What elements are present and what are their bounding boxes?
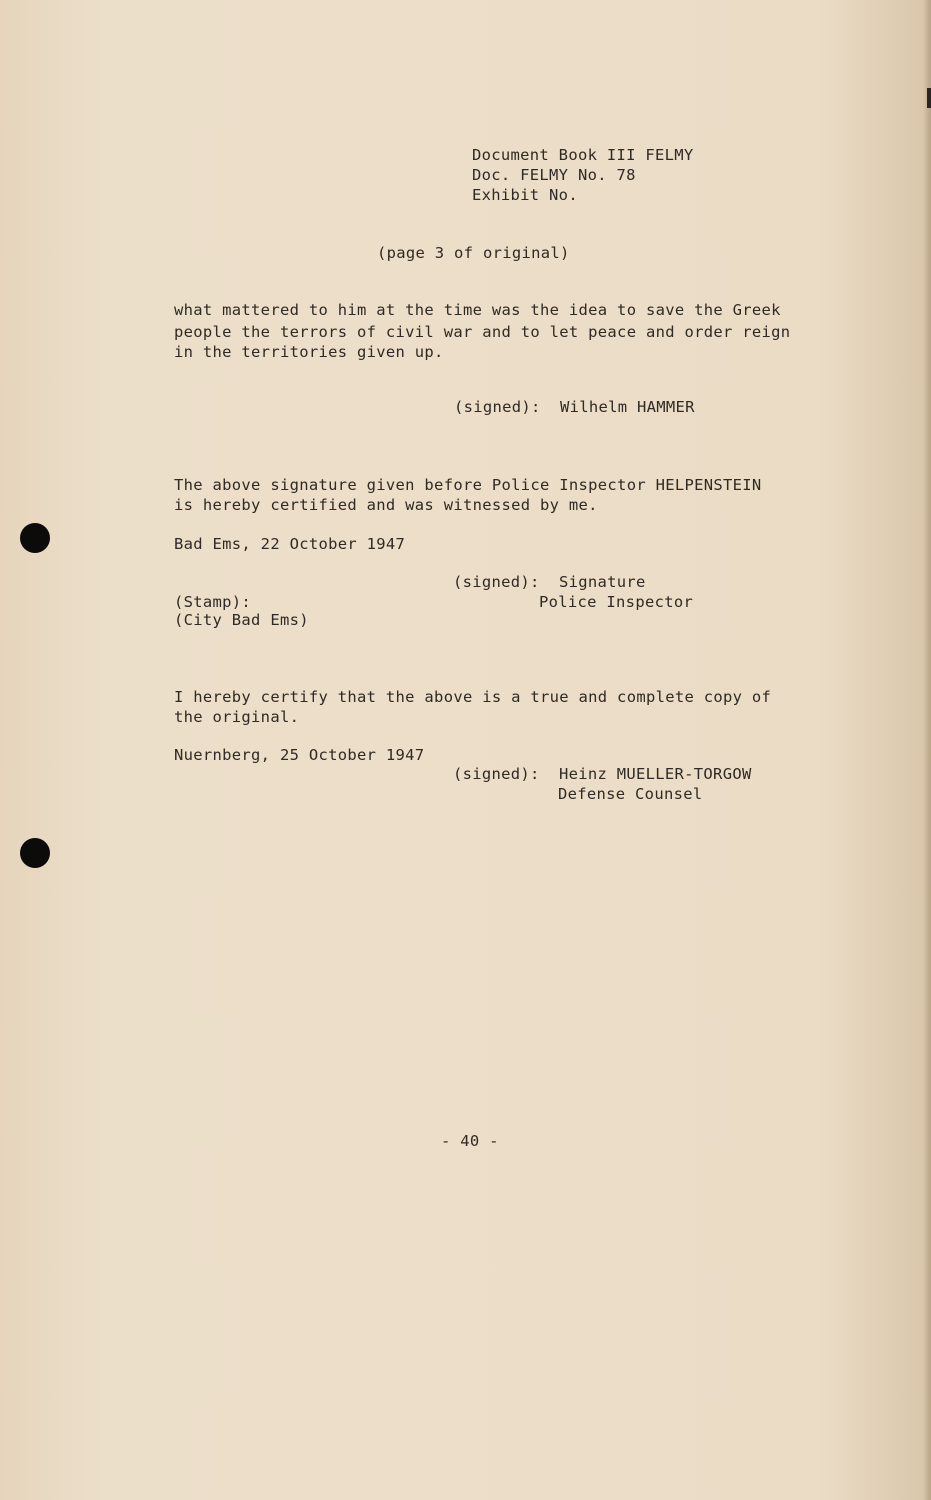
body-line-1: what mattered to him at the time was the idea to save the Greek [174,301,781,319]
punch-hole-bottom [20,838,50,868]
copy-cert-line-1: I hereby certify that the above is a true and complete copy of [174,688,772,706]
place-date-nuernberg: Nuernberg, 25 October 1947 [174,746,425,764]
edge-mark [927,88,931,108]
police-inspector-title: Police Inspector [539,593,694,611]
page-number: - 40 - [441,1132,499,1150]
header-document-book: Document Book III FELMY [472,146,694,164]
copy-cert-line-2: the original. [174,708,300,726]
stamp-city: (City Bad Ems) [174,611,309,629]
defense-counsel-title: Defense Counsel [558,785,703,803]
certification-line-2: is hereby certified and was witnessed by me. [174,496,598,514]
certification-line-1: The above signature given before Police Inspector HELPENSTEIN [174,476,762,494]
header-doc-number: Doc. FELMY No. 78 [472,166,636,184]
page-edge-shadow [923,0,931,1500]
body-line-3: in the territories given up. [174,343,444,361]
signature-hammer: (signed): Wilhelm HAMMER [454,398,695,416]
punch-hole-top [20,523,50,553]
place-date-bad-ems: Bad Ems, 22 October 1947 [174,535,406,553]
page-reference: (page 3 of original) [377,244,570,262]
stamp-label: (Stamp): [174,593,252,611]
signature-police-inspector: (signed): Signature [453,573,646,591]
header-exhibit: Exhibit No. [472,186,578,204]
signature-defense-counsel: (signed): Heinz MUELLER-TORGOW [453,765,752,783]
body-line-2: people the terrors of civil war and to let peace and order reign [174,323,791,341]
